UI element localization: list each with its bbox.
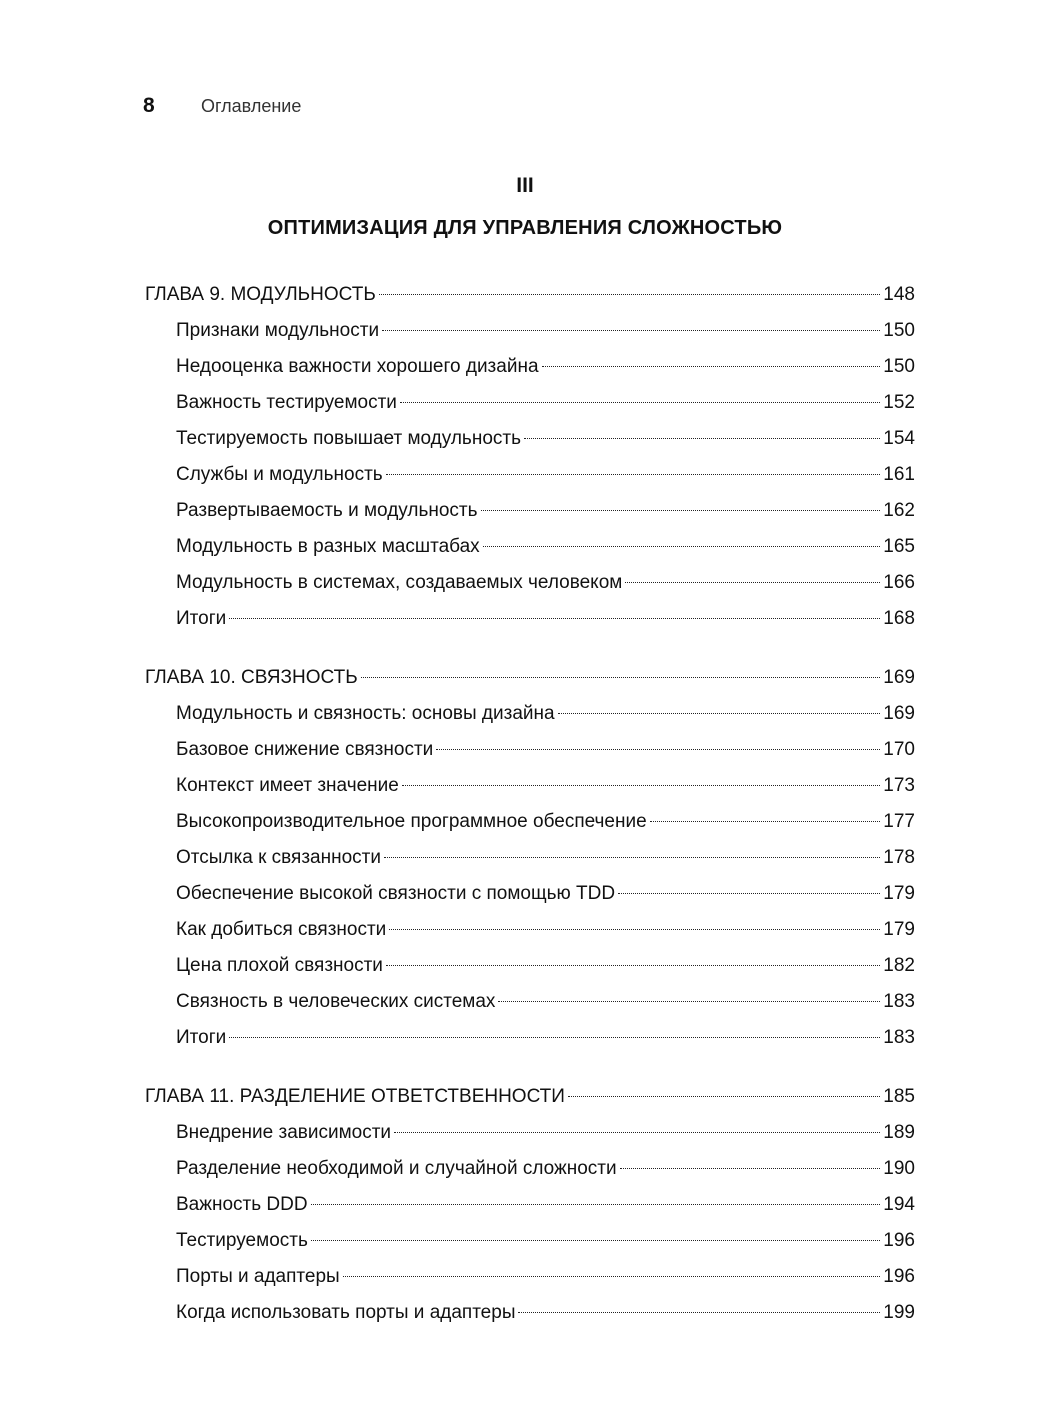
dot-leader	[389, 929, 880, 930]
entry-title: Признаки модульности	[176, 320, 380, 341]
table-of-contents	[145, 276, 915, 1353]
entry-page-number: 190	[883, 1158, 915, 1179]
dot-leader	[229, 1037, 880, 1038]
dot-leader	[558, 713, 881, 714]
entry-page-number: 183	[883, 991, 915, 1012]
entry-title: Порты и адаптеры	[176, 1266, 340, 1287]
entry-title: Развертываемость и модульность	[176, 500, 478, 521]
entry-title: Внедрение зависимости	[176, 1122, 392, 1143]
dot-leader	[311, 1240, 880, 1241]
entry-title: Важность тестируемости	[176, 392, 397, 413]
section-entry[interactable]	[145, 732, 915, 768]
dot-leader	[568, 1096, 880, 1097]
dot-leader	[524, 438, 880, 439]
chapter-block	[145, 1078, 915, 1331]
dot-leader	[343, 1276, 881, 1277]
entry-page-number: 182	[883, 955, 915, 976]
entry-title: Разделение необходимой и случайной сложности	[176, 1158, 617, 1179]
section-entry[interactable]	[145, 349, 915, 385]
part-number: III	[516, 174, 534, 197]
entry-page-number: 179	[883, 919, 915, 940]
entry-page-number: 173	[883, 775, 915, 796]
entry-page-number: 185	[883, 1086, 915, 1107]
entry-page-number: 196	[883, 1230, 915, 1251]
dot-leader	[394, 1132, 880, 1133]
entry-title: Высокопроизводительное программное обеспечение	[176, 811, 647, 832]
page-number: 8	[143, 94, 155, 117]
section-entry[interactable]	[145, 768, 915, 804]
section-entry[interactable]	[145, 948, 915, 984]
section-entry[interactable]	[145, 565, 915, 601]
entry-title: Базовое снижение связности	[176, 739, 434, 760]
dot-leader	[518, 1312, 880, 1313]
entry-title: Связность в человеческих системах	[176, 991, 496, 1012]
entry-page-number: 166	[883, 572, 915, 593]
running-head	[143, 94, 301, 124]
dot-leader	[498, 1001, 880, 1002]
dot-leader	[384, 857, 880, 858]
dot-leader	[229, 618, 880, 619]
entry-page-number: 178	[883, 847, 915, 868]
dot-leader	[620, 1168, 881, 1169]
dot-leader	[618, 893, 880, 894]
section-entry[interactable]	[145, 840, 915, 876]
dot-leader	[361, 677, 881, 678]
dot-leader	[542, 366, 881, 367]
entry-page-number: 194	[883, 1194, 915, 1215]
section-entry[interactable]	[145, 876, 915, 912]
entry-title: ГЛАВА 9. МОДУЛЬНОСТЬ	[145, 284, 376, 305]
entry-title: Модульность в системах, создаваемых человеком	[176, 572, 623, 593]
section-entry[interactable]	[145, 1223, 915, 1259]
section-entry[interactable]	[145, 984, 915, 1020]
entry-page-number: 150	[883, 356, 915, 377]
entry-title: Обеспечение высокой связности с помощью TDD	[176, 883, 616, 904]
dot-leader	[400, 402, 880, 403]
section-entry[interactable]	[145, 696, 915, 732]
chapter-entry[interactable]	[145, 659, 915, 696]
chapter-entry[interactable]	[145, 1078, 915, 1115]
section-entry[interactable]	[145, 493, 915, 529]
dot-leader	[382, 330, 880, 331]
entry-page-number: 177	[883, 811, 915, 832]
section-entry[interactable]	[145, 912, 915, 948]
entry-title: Итоги	[176, 1027, 227, 1048]
section-entry[interactable]	[145, 457, 915, 493]
dot-leader	[386, 965, 880, 966]
entry-page-number: 189	[883, 1122, 915, 1143]
section-entry[interactable]	[145, 1151, 915, 1187]
dot-leader	[311, 1204, 881, 1205]
section-entry[interactable]	[145, 313, 915, 349]
entry-page-number: 152	[883, 392, 915, 413]
running-title: Оглавление	[201, 96, 302, 116]
entry-title: ГЛАВА 10. СВЯЗНОСТЬ	[145, 667, 358, 688]
entry-title: Службы и модульность	[176, 464, 383, 485]
entry-title: Недооценка важности хорошего дизайна	[176, 356, 539, 377]
dot-leader	[386, 474, 881, 475]
dot-leader	[379, 294, 881, 295]
entry-page-number: 154	[883, 428, 915, 449]
dot-leader	[650, 821, 881, 822]
entry-title: Как добиться связности	[176, 919, 387, 940]
chapter-block	[145, 276, 915, 637]
entry-title: Тестируемость	[176, 1230, 308, 1251]
entry-title: Модульность и связность: основы дизайна	[176, 703, 555, 724]
chapter-block	[145, 659, 915, 1056]
entry-title: Тестируемость повышает модульность	[176, 428, 521, 449]
dot-leader	[483, 546, 881, 547]
entry-page-number: 170	[883, 739, 915, 760]
entry-page-number: 165	[883, 536, 915, 557]
entry-title: ГЛАВА 11. РАЗДЕЛЕНИЕ ОТВЕТСТВЕННОСТИ	[145, 1086, 565, 1107]
part-title: ОПТИМИЗАЦИЯ ДЛЯ УПРАВЛЕНИЯ СЛОЖНОСТЬЮ	[267, 217, 783, 239]
entry-page-number: 161	[883, 464, 915, 485]
entry-page-number: 150	[883, 320, 915, 341]
entry-title: Контекст имеет значение	[176, 775, 399, 796]
entry-page-number: 179	[883, 883, 915, 904]
dot-leader	[625, 582, 880, 583]
entry-title: Когда использовать порты и адаптеры	[176, 1302, 516, 1323]
entry-title: Важность DDD	[176, 1194, 308, 1215]
section-entry[interactable]	[145, 1187, 915, 1223]
section-entry[interactable]	[145, 1295, 915, 1331]
chapter-entry[interactable]	[145, 276, 915, 313]
entry-page-number: 196	[883, 1266, 915, 1287]
section-entry[interactable]	[145, 385, 915, 421]
entry-page-number: 148	[883, 284, 915, 305]
dot-leader	[481, 510, 881, 511]
entry-page-number: 162	[883, 500, 915, 521]
section-entry[interactable]	[145, 1020, 915, 1056]
entry-title: Цена плохой связности	[176, 955, 383, 976]
section-entry[interactable]	[145, 529, 915, 565]
section-entry[interactable]	[145, 1259, 915, 1295]
dot-leader	[436, 749, 880, 750]
section-entry[interactable]	[145, 421, 915, 457]
entry-page-number: 169	[883, 667, 915, 688]
section-entry[interactable]	[145, 804, 915, 840]
entry-page-number: 169	[883, 703, 915, 724]
entry-page-number: 183	[883, 1027, 915, 1048]
entry-title: Итоги	[176, 608, 227, 629]
section-entry[interactable]	[145, 601, 915, 637]
entry-page-number: 168	[883, 608, 915, 629]
entry-title: Модульность в разных масштабах	[176, 536, 480, 557]
section-entry[interactable]	[145, 1115, 915, 1151]
dot-leader	[402, 785, 880, 786]
entry-title: Отсылка к связанности	[176, 847, 381, 868]
entry-page-number: 199	[883, 1302, 915, 1323]
